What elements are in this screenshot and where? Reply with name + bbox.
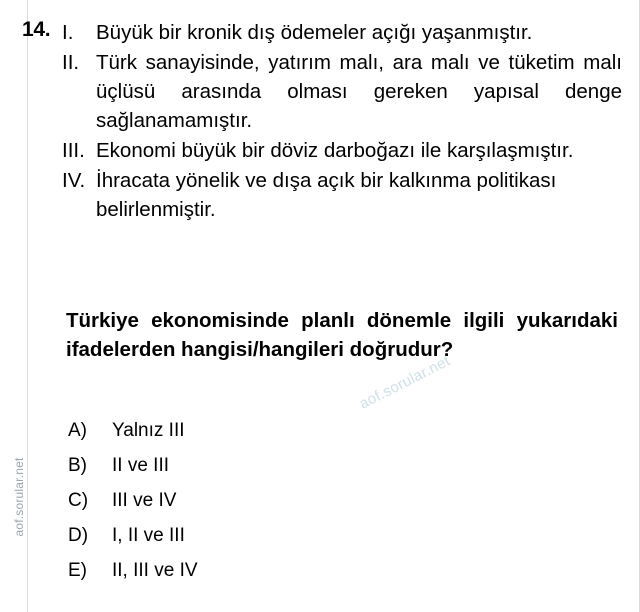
option-label: A): [68, 420, 87, 441]
question-number: 14.: [22, 18, 51, 41]
answer-options: [68, 418, 608, 593]
diagonal-watermark: aof.sorular.net: [356, 352, 453, 413]
option-b[interactable]: [68, 453, 608, 479]
list-item: [62, 136, 622, 165]
option-text: III ve IV: [112, 490, 177, 511]
option-label: B): [68, 455, 87, 476]
statement-text: Ekonomi büyük bir döviz darboğazı ile karşılaşmıştır.: [96, 139, 574, 162]
option-d[interactable]: [68, 523, 608, 549]
option-a[interactable]: [68, 418, 608, 444]
option-text: I, II ve III: [112, 525, 185, 546]
statement-label: III.: [62, 139, 85, 162]
statement-text: İhracata yönelik ve dışa açık bir kalkınma politikası belirlenmiştir.: [96, 169, 557, 221]
statement-text: Büyük bir kronik dış ödemeler açığı yaşanmıştır.: [96, 21, 533, 44]
option-label: E): [68, 560, 87, 581]
option-text: II, III ve IV: [112, 560, 198, 581]
option-label: D): [68, 525, 89, 546]
statement-label: II.: [62, 51, 80, 74]
option-c[interactable]: [68, 488, 608, 514]
statement-list: [62, 18, 622, 225]
list-item: [62, 18, 622, 47]
question-stem: Türkiye ekonomisinde planlı dönemle ilgili yukarıdaki ifadelerden hangisi/hangileri doğrudur?: [66, 309, 618, 361]
statement-label: I.: [62, 21, 74, 44]
side-watermark: aof.sorular.net: [12, 457, 26, 537]
option-text: Yalnız III: [112, 420, 185, 441]
list-item: [62, 166, 622, 224]
statement-label: IV.: [62, 169, 86, 192]
left-margin-rule: [27, 0, 28, 612]
option-e[interactable]: [68, 558, 608, 584]
option-label: C): [68, 490, 89, 511]
statement-text: Türk sanayisinde, yatırım malı, ara malı ve tüketim malı üçlüsü arasında olması gereken yapısal denge sağlanamamıştır.: [96, 51, 622, 132]
option-text: II ve III: [112, 455, 170, 476]
list-item: [62, 48, 622, 135]
